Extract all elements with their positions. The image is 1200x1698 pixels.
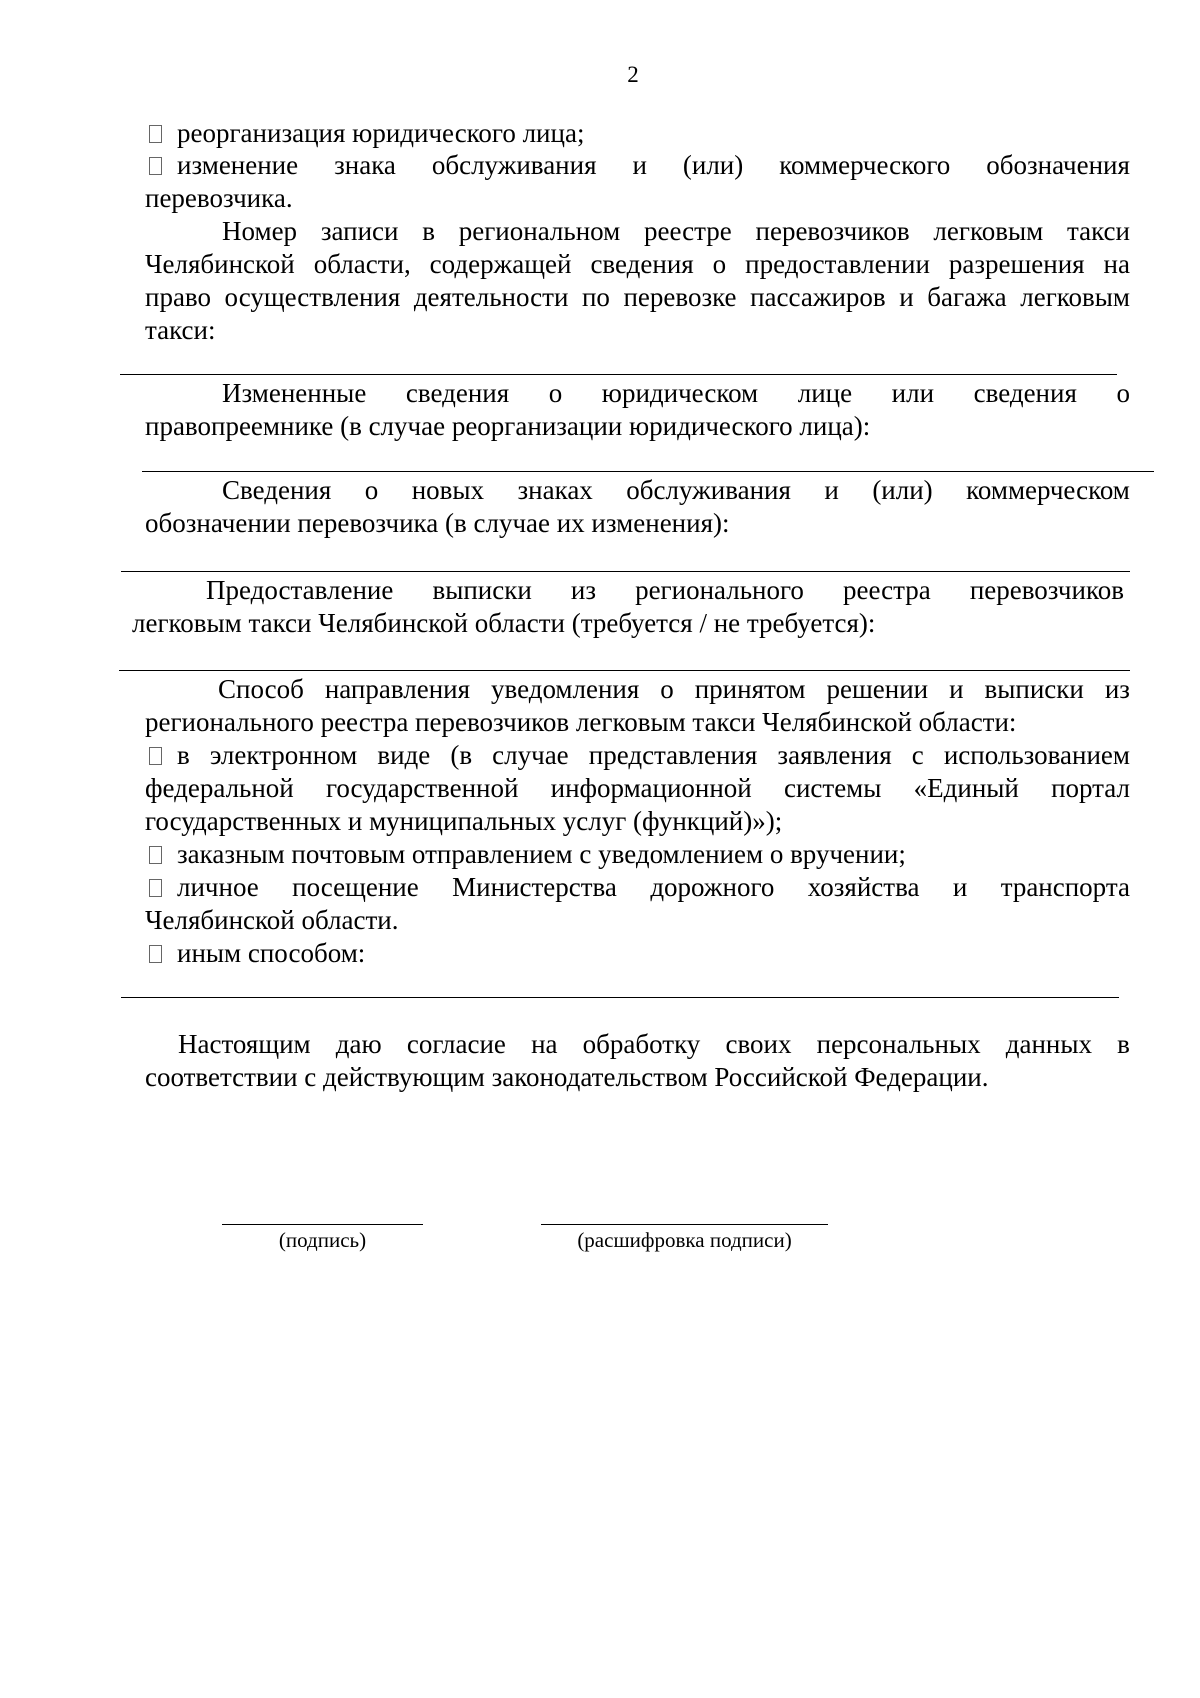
record-number-line4: такси: <box>145 315 216 345</box>
new-marks-line2: обозначении перевозчика (в случае их изменения): <box>145 508 730 538</box>
changed-info-paragraph: Измененные сведения о юридическом лице или сведения о <box>222 378 1130 408</box>
signature-label: (подпись) <box>278 1228 367 1252</box>
changed-info-line2: правопреемнике (в случае реорганизации юридического лица): <box>145 411 871 441</box>
new-marks-paragraph: Сведения о новых знаках обслуживания и (или) коммерческом <box>222 475 1130 505</box>
extract-paragraph: Предоставление выписки из регионального реестра перевозчиков <box>206 575 1124 605</box>
page-number: 2 <box>627 62 639 87</box>
reason-mark-change: изменение знака обслуживания и (или) коммерческого обозначения <box>145 149 1130 181</box>
option-electronic-line3: государственных и муниципальных услуг (функций)»); <box>145 806 783 836</box>
checkbox[interactable] <box>149 747 162 765</box>
reason-mark-change-cont: перевозчика. <box>145 183 293 213</box>
signature-decode-line[interactable] <box>541 1224 828 1225</box>
extract-input-line[interactable] <box>119 670 1130 671</box>
other-method-input-line[interactable] <box>121 997 1119 998</box>
option-personal-visit-line2: Челябинской области. <box>145 905 399 935</box>
notification-line2: регионального реестра перевозчиков легковым такси Челябинской области: <box>145 707 1017 737</box>
option-electronic: в электронном виде (в случае представления заявления с использованием <box>145 739 1130 771</box>
checkbox[interactable] <box>149 945 162 963</box>
option-other: иным способом: <box>145 937 1130 969</box>
record-number-line2: Челябинской области, содержащей сведения о предоставлении разрешения на <box>145 249 1130 279</box>
signature-line[interactable] <box>222 1224 423 1225</box>
consent-paragraph: Настоящим даю согласие на обработку своих персональных данных в <box>178 1029 1130 1059</box>
new-marks-input-line[interactable] <box>121 571 1130 572</box>
signature-decode-label: (расшифровка подписи) <box>577 1228 792 1252</box>
reason-reorganization: реорганизация юридического лица; <box>145 117 1130 149</box>
checkbox[interactable] <box>149 879 162 897</box>
record-number-paragraph: Номер записи в региональном реестре перевозчиков легковым такси <box>222 216 1130 246</box>
notification-paragraph: Способ направления уведомления о принятом решении и выписки из <box>218 674 1130 704</box>
consent-line2: соответствии с действующим законодательством Российской Федерации. <box>145 1062 989 1092</box>
option-personal-visit: личное посещение Министерства дорожного хозяйства и транспорта <box>145 871 1130 903</box>
record-number-line3: право осуществления деятельности по перевозке пассажиров и багажа легковым <box>145 282 1130 312</box>
checkbox[interactable] <box>149 125 162 143</box>
option-registered-mail: заказным почтовым отправлением с уведомлением о вручении; <box>145 838 1130 870</box>
checkbox[interactable] <box>149 157 162 175</box>
option-electronic-line2: федеральной государственной информационной системы «Единый портал <box>145 773 1130 803</box>
extract-line2: легковым такси Челябинской области (требуется / не требуется): <box>132 608 876 638</box>
record-number-input-line[interactable] <box>120 374 1117 375</box>
changed-info-input-line[interactable] <box>142 471 1154 472</box>
checkbox[interactable] <box>149 846 162 864</box>
